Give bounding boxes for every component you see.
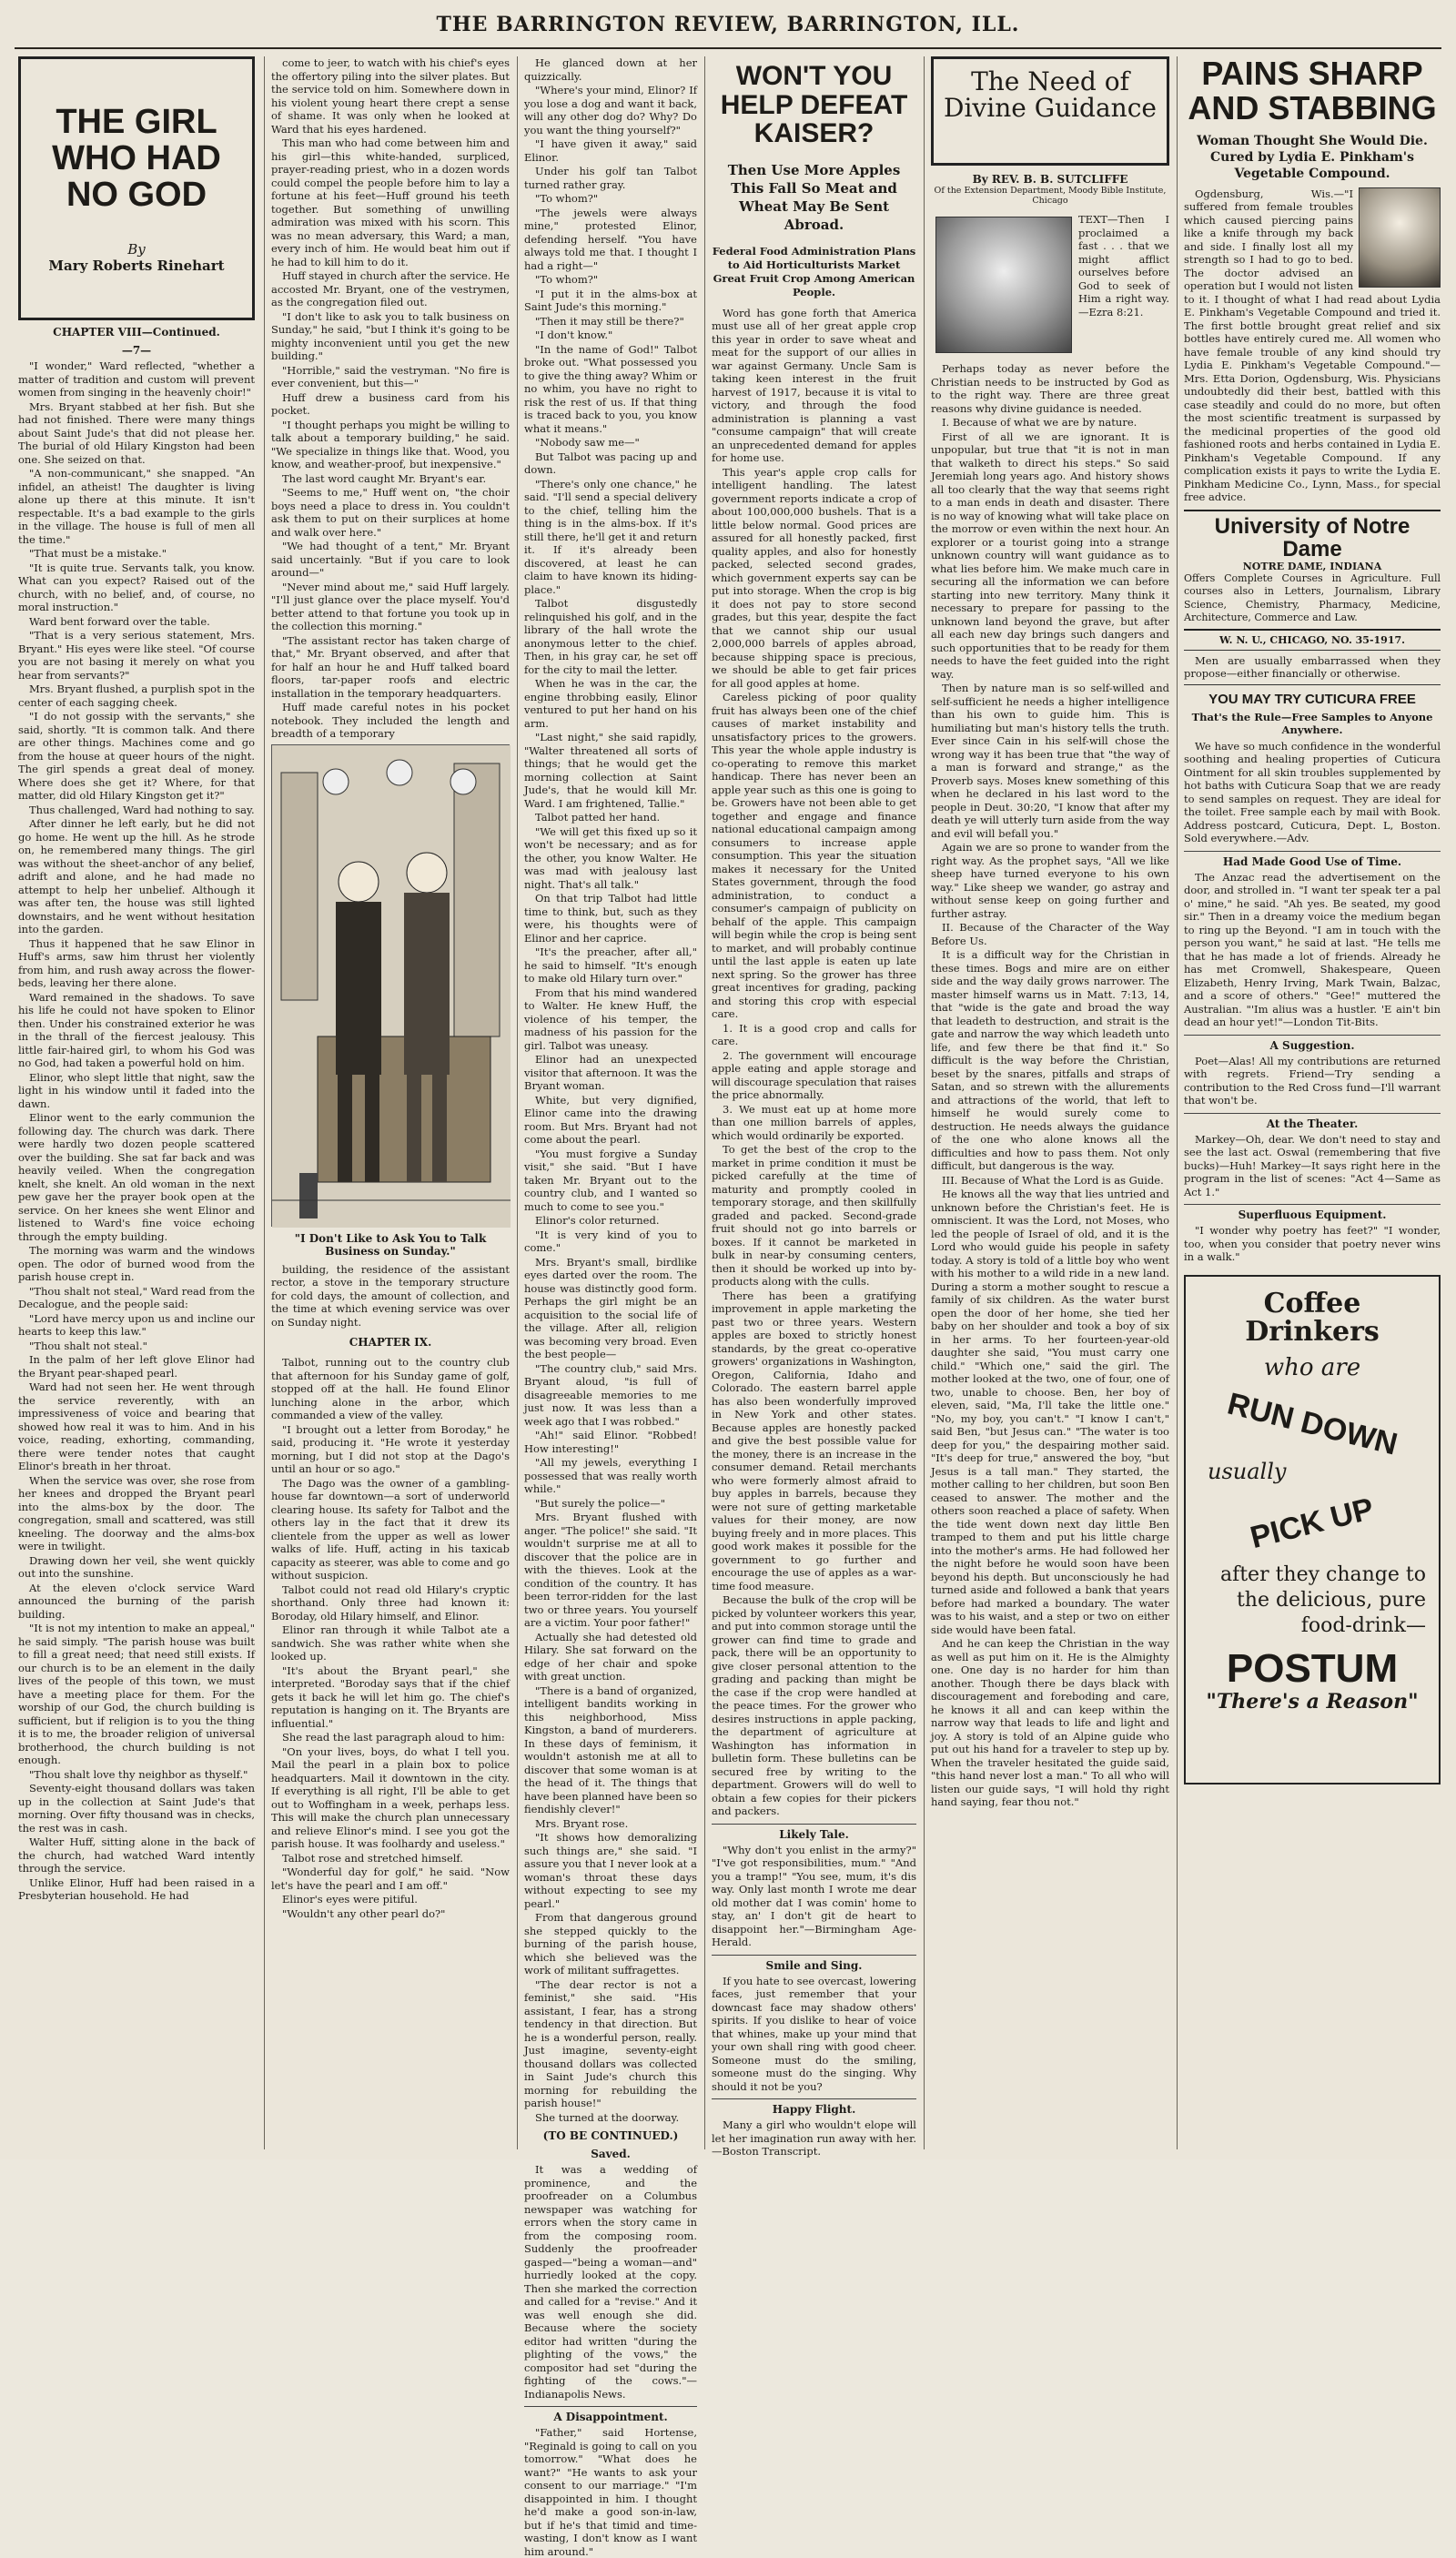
paragraph: "I put it in the alms-box at Saint Jude's this morning." xyxy=(524,287,697,313)
column-6 xyxy=(1184,56,1441,2149)
illustration-drawing xyxy=(272,745,511,1228)
paragraph: "Then it may still be there?" xyxy=(535,314,684,328)
wnu-line: W. N. U., CHICAGO, NO. 35-1917. xyxy=(1184,634,1441,651)
paragraph: Drawing down her veil, she went quickly out into the sunshine. xyxy=(18,1553,255,1580)
postum-line3: RUN DOWN xyxy=(1224,1386,1401,1462)
flight-heading: Happy Flight. xyxy=(712,2098,916,2116)
paragraph: She turned at the doorway. xyxy=(535,2110,680,2124)
masthead-rule xyxy=(15,47,1441,49)
notre-dame-title: University of Notre Dame xyxy=(1214,513,1410,561)
sermon-portrait xyxy=(935,217,1072,353)
paragraph: In the palm of her left glove Elinor had the Bryant pear-shaped pearl. xyxy=(18,1353,255,1380)
pains-ad-subtitle: Woman Thought She Would Die. Cured by Lydia E. Pinkham's Vegetable Compound. xyxy=(1197,133,1428,181)
apples-body xyxy=(712,307,916,1818)
column-4 xyxy=(712,56,916,2158)
paragraph: "It is not my intention to make an appeal," he said simply. "The parish house was built to fill a great need; that need still exists. If our church is to be an element in the daily lives of the people of this town, we must have a meeting place for them. For the worship of our God, the church building is sufficient, but if religion is to you the thing it is to me, the broader religion of universal brotherhood, the church building is not enough. xyxy=(18,1622,255,1766)
paragraph: There has been a gratifying improvement in apple marketing the past two or three years. Western apples are boxed to strictly honest standards, by the great co-operative growers' organizations in Washington, Oregon, California, Idaho and Colorado. The eastern barrel apple has also been wonderfully improved in New York and other states. Because apples are honestly packed and give the best possible value for the money, there is an increase in the consumer demand. Retail merchants who were formerly almost afraid to buy apples in barrels, because they were not sure of getting marketable values for their money, are now buying freely and in more places. This good work makes it possible for the government to go further and encourage the use of apples as a war-time food measure. xyxy=(712,1289,916,1592)
paragraph: "I thought perhaps you might be willing to talk about a temporary building," he said. "We specialize in things like that. Wood, you know, and weather-proof, but inexpensive." xyxy=(271,418,510,470)
paragraph: Unlike Elinor, Huff had been raised in a Presbyterian household. He had xyxy=(18,1876,255,1902)
saved-heading: Saved. xyxy=(591,2148,631,2160)
cuticura-body: We have so much confidence in the wonderful soothing and healing properties of Cuticura Ointment for all skin troubles supplemented by hot baths with Cuticura Soap that we are ready to send samples on request. They are ideal for the toilet. Free sample each by mail with Book. Address postcard, Cuticura, Dept. L, Boston. Sold everywhere.—Adv. xyxy=(1184,739,1441,845)
paragraph: Huff stayed in church after the service. He accosted Mr. Bryant, one of the vestrymen, as the congregation filed out. xyxy=(271,269,510,308)
paragraph: When the service was over, she rose from her knees and dropped the Bryant pearl into the alms-box by the door. The congregation, small and scattered, was still kneeling. The doorway and the alms-box were in twilight. xyxy=(18,1473,255,1552)
illustration-caption: "I Don't Like to Ask You to Talk Business on Sunday." xyxy=(294,1231,487,1258)
paragraph: building, the residence of the assistant rector, a stove in the temporary structure for cold days, the amount of collection, and the time at which evening service was over on Sunday night. xyxy=(271,1262,510,1329)
apples-deck: Federal Food Administration Plans to Aid Horticulturists Market Great Fruit Crop Among American People. xyxy=(712,244,916,298)
paragraph: After dinner he left early, but he did not go home. He went up the hill. As he strode on, he remembered many things. The girl was without the sheet-anchor of any belief, adrift and alone, and he had made no attempt to help her unbelief. Although it was after ten, the house was still lighted downstairs, and he went without hesitation into the garden. xyxy=(18,817,255,935)
story-illustration xyxy=(271,744,510,1227)
paragraph: From that his mind wandered to Walter. He knew Huff, the violence of his temper, the madness of his passion for the girl. Talbot was uneasy. xyxy=(524,986,697,1052)
column-divider xyxy=(924,56,925,2149)
notre-dame-body: Offers Complete Courses in Agriculture. Full courses also in Letters, Journalism, Library Science, Chemistry, Pharmacy, Medicine, Architecture, Commerce and Law. xyxy=(1184,571,1441,624)
paragraph: When he was in the car, the engine throbbing easily, Elinor ventured to put her hand on his arm. xyxy=(524,677,697,730)
paragraph: "The assistant rector has taken charge of that," Mr. Bryant observed, and after that for half an hour he and Huff talked board floors, tar-paper roofs and electric installation in the temporary headquarters. xyxy=(271,633,510,700)
paragraph: Walter Huff, sitting alone in the back of the church, had watched Ward intently through the service. xyxy=(18,1835,255,1875)
paragraph: "You must forgive a Sunday visit," she said. "But I have taken Mr. Bryant out to the country club, and I wanted so much to come to see you." xyxy=(524,1147,697,1213)
paragraph: "It is quite true. Servants talk, you know. What can you expect? Raised out of the church, with no belief, and, of course, no moral instruction." xyxy=(18,561,255,613)
paragraph: Mrs. Bryant flushed, a purplish spot in the center of each sagging cheek. xyxy=(18,682,255,709)
paragraph: "We will get this fixed up so it won't be necessary; and as for the other, you know Walter. He was mad with jealousy last night. That's all talk." xyxy=(524,824,697,891)
paragraph: Because the bulk of the crop will be picked by volunteer workers this year, and put into common storage until the grower can find time to grade and pack, there will be an opportunity to give closer personal attention to the grading and packing than might be the case if the crop were handled at the peace times. For the grower who desires instructions in apple packing, the department of agriculture at Washington has information in bulletin form. These bulletins can be secured free by writing to the department. Growers will do well to obtain a few copies for their pickers and packers. xyxy=(712,1593,916,1817)
paragraph: "All my jewels, everything I possessed that was really worth while." xyxy=(524,1456,697,1495)
sermon-org: Of the Extension Department, Moody Bible Institute, Chicago xyxy=(934,186,1167,206)
paragraph: Mrs. Bryant's small, birdlike eyes darted over the room. The house was distinctly good form. Perhaps the girl might be an acquisition to the social life of the village. After all, religion was becoming very broad. Even the best people— xyxy=(524,1255,697,1360)
paragraph: "We had thought of a tent," Mr. Bryant said uncertainly. "But if you care to look around—" xyxy=(271,540,510,579)
paragraph: Elinor had an unexpected visitor that afternoon. It was the Bryant woman. xyxy=(524,1053,697,1092)
story-col2a xyxy=(271,56,510,741)
paragraph: To get the best of the crop to the market in prime condition it must be picked carefully at the time of maturity and promptly cooled in temporary storage, and then skillfully graded and packed. Second-grade fruit should not go into barrels or boxes. If it cannot be marketed in bulk in near-by consuming centers, then it should be worked up into by-products along with the culls. xyxy=(712,1143,916,1288)
paragraph: "But surely the police—" xyxy=(535,1496,666,1510)
postum-line5: PICK UP xyxy=(1247,1491,1378,1556)
pains-ad-body: Ogdensburg, Wis.—"I suffered from female troubles which caused piercing pains like a knife through my back and side. I finally lost all my strength so I had to go to bed. The doctor advised an operation but I would not listen to it. I thought of what I had read about Lydia E. Pinkham's Vegetable Compound and tried it. The first bottle brought great relief and six bottles have entirely cured me. All women who have female trouble of any kind should try Lydia E. Pinkham's Vegetable Compound."—Mrs. Etta Dorion, Ogdensburg, Wis. Physicians undoubtedly did their best, battled with this case steadily and could do no more, but often the most scientific treatment is surpassed by the medicinal properties of the good old fashioned roots and herbs contained in Lydia E. Pinkham's Vegetable Compound. If any complication exists it pays to write the Lydia E. Pinkham Medicine Co., Lynn, Mass., for special free advice. xyxy=(1184,187,1441,504)
good-use-heading: Had Made Good Use of Time. xyxy=(1184,851,1441,868)
postum-line1: Coffee Drinkers xyxy=(1245,1287,1380,1349)
postum-line4: usually xyxy=(1208,1459,1287,1485)
paragraph: "The jewels were always mine," protested Elinor, defending herself. "You have always told me that. I thought I had a right—" xyxy=(524,206,697,272)
paragraph: "In the name of God!" Talbot broke out. "What possessed you to give the thing away? Whim or no whim, you have no right to risk the rest of us. If that thing is traced back to you, you know what it means." xyxy=(524,342,697,435)
paragraph: And he can keep the Christian in the way as well as put him on it. He is the Almighty one. One day is no harder for him than another. Though there be days black with discouragement and foreboding and care, he knows it all and can keep within the narrow way that leads to life and light and joy. A story is told of an Alpine guide who put out his hand for a traveler to step up by. When the traveler hesitated the guide said, "this hand never lost a man." To all who will listen our guide says, "I will hold thy right hand saying, fear thou not." xyxy=(931,1637,1169,1808)
column-divider xyxy=(704,56,705,2149)
paragraph: "It shows how demoralizing such things are," she said. "I assure you that I never look at a woman's throat these days without expecting to see my pearl." xyxy=(524,1831,697,1910)
paragraph: "On your lives, boys, do what I tell you. Mail the pearl in a plain box to police headquarters. Mail it downtown in the city. If everything is all right, I'll be able to get out to Woffingham in a week, perhaps less. This will make the church plan unnecessary and relieve Elinor's mind. I see you got the parish house. It was foolhardy and useless." xyxy=(271,1744,510,1850)
column-3 xyxy=(524,56,697,2558)
superfluous-body: "I wonder why poetry has feet?" "I wonder, too, when you consider that poetry never wins in a walk." xyxy=(1184,1224,1441,1264)
paragraph: Careless picking of poor quality fruit has always been one of the chief causes of market instability and unsatisfactory prices to the growers. This year the whole apple industry is co-operating to remove this market handicap. There has never been an apple year such as this one is going to be. Growers have not been able to get together and engage and finance national educational campaign among consumers to increase apple consumption. This year the situation makes it necessary for the United States government, through the food administration, to conduct a consumer's campaign of publicity on behalf of the apple. This campaign will begin while the crop is being sent to market, and will probably continue until the last apple is eaten up late next spring. So the grower has three great incentives for grading, packing and storing this crop with especial care. xyxy=(712,691,916,1020)
column-5 xyxy=(931,56,1169,2149)
sermon-text: TEXT—Then I proclaimed a fast . . . that we might afflict ourselves before God to seek of Him a right way.—Ezra 8:21. xyxy=(1078,213,1169,318)
paragraph: Elinor, who slept little that night, saw the light in his window until it faded into the dawn. xyxy=(18,1070,255,1110)
paragraph: Talbot could not read old Hilary's cryptic shorthand. Only three had known it: Boroday, old Hilary himself, and Elinor. xyxy=(271,1582,510,1623)
paragraph: 3. We must eat up at home more than one million barrels of apples, which would ordinarily be exported. xyxy=(712,1102,916,1142)
men-line: Men are usually embarrassed when they propose—either financially or otherwise. xyxy=(1184,654,1441,685)
paragraph: "Horrible," said the vestryman. "No fire is ever convenient, but this—" xyxy=(271,363,510,389)
paragraph: "It is very kind of you to come." xyxy=(524,1228,697,1254)
notre-dame-place: NOTRE DAME, INDIANA xyxy=(1242,560,1382,572)
paragraph: "To whom?" xyxy=(535,192,599,205)
story-title: THE GIRL WHO HAD NO GOD xyxy=(52,103,221,214)
paragraph: Elinor's eyes were pitiful. xyxy=(282,1893,418,1906)
paragraph: At the eleven o'clock service Ward announced the burning of the parish building. xyxy=(18,1581,255,1621)
chapter-ix-heading: CHAPTER IX. xyxy=(349,1336,432,1349)
pains-ad-body-area xyxy=(1184,187,1441,504)
paragraph: Elinor ran through it while Talbot ate a sandwich. She was rather white when she looked up. xyxy=(271,1623,510,1663)
paragraph: "It's about the Bryant pearl," she interpreted. "Boroday says that if the chief gets it back he will let him go. The chief's reputation is hanging on it. The Bryants are influential." xyxy=(271,1663,510,1730)
paragraph: "Nobody saw me—" xyxy=(535,436,640,449)
chapter-heading: CHAPTER VIII—Continued. xyxy=(53,326,220,339)
superfluous-heading: Superfluous Equipment. xyxy=(1184,1204,1441,1221)
paragraph: "Last night," she said rapidly, "Walter threatened all sorts of things; that he would get the morning collection at Saint Jude's, that he would kill Mr. Ward. I am frightened, Tallie." xyxy=(524,731,697,810)
paragraph: "I brought out a letter from Boroday," he said, producing it. "He wrote it yesterday morning, but I did not stop at the Dago's until an hour or so ago." xyxy=(271,1422,510,1475)
story-col2c xyxy=(271,1356,510,1920)
likely-heading: Likely Tale. xyxy=(712,1824,916,1841)
paragraph: On that trip Talbot had little time to think, but, such as they were, his thoughts were of Elinor and her caprice. xyxy=(524,892,697,945)
paragraph: Ward had not seen her. He went through the service reverently, with an impressiveness of voice and bearing that showed how real it was to him. And in his voice, reading, exhorting, commanding, there were tender notes that caught Elinor's breath in her throat. xyxy=(18,1380,255,1472)
paragraph: "Lord have mercy upon us and incline our hearts to keep this law." xyxy=(18,1311,255,1338)
paragraph: "Thou shalt not steal." xyxy=(29,1339,147,1352)
paragraph: It is a difficult way for the Christian in these times. Bogs and mire are on either side and the way daily grows narrower. The master himself warns us in Matt. 7:13, 14, that "wide is the gate and broad the way that leadeth to destruction, and strait is the gate and narrow the way which leadeth unto life, and few there be that find it." So difficult is the way before the Christian, beset by the snares, pitfalls and straps of Satan, and so strewn with the allurements and attractions of the world, that left to himself he would surely come to destruction. He needs always the guidance of the one who alone knows all the difficulties and how to pass them. Not only difficult, but dangerous is the way. xyxy=(931,948,1169,1172)
paragraph: First of all we are ignorant. It is unpopular, but true that "it is not in man that walketh to direct his steps." So said Jeremiah long years ago. And history shows all too clearly that the way that seems right to a man ends in death and disaster. There is no way of knowing what will take place on the morrow or even within the next hour. An explorer or a tourist going into a strange unknown country will want guidance as to what lies before him. We make much care in securing all the information we can before starting into new territory. Many think it necessary to prepare for passing to the unknown land beyond the grave, but after all each new day brings such dangers and such opportunities that to be ready for them needs to have the feet guided into the right way. xyxy=(931,430,1169,681)
column-divider xyxy=(1177,56,1178,2149)
likely-body: "Why don't you enlist in the army?" "I've got responsibilities, mum." "And you a tramp!" "You see, mum, it's dis way. Only last month I wrote me dear old mother dat I was comin' home to stay, an' I don't git de heart to disappoint her."—Birmingham Age-Herald. xyxy=(712,1843,916,1948)
paragraph: "There is a band of organized, intelligent bandits working in this neighborhood, Miss Kingston, a band of murderers. In these days of feminism, it wouldn't astonish me at all to discover that some woman is at the head of it. The things that have been planned have been so fiendishly clever!" xyxy=(524,1683,697,1815)
paragraph: "Where's your mind, Elinor? If you lose a dog and want it back, will any other dog do? Why? Do you want the thing yourself?" xyxy=(524,84,697,136)
paragraph: Elinor went to the early communion the following day. The church was dark. There were hardly two dozen people scattered over the building. She sat far back and was heavily veiled. When the congregation knelt, she knelt. An old woman in the next pew gave her the prayer book open at the service. On her knees she went Elinor and listened to Ward's fine voice echoing through the empty building. xyxy=(18,1111,255,1243)
paragraph: Mrs. Bryant rose. xyxy=(535,1816,629,1830)
paragraph: The Dago was the owner of a gambling-house far downtown—a sort of underworld clearing house. Its safety for Talbot and the others lay in the fact that it drew its clientele from the upper as well as lower walks of life. Huff, acting in his taxicab capacity as steerer, was able to come and go without suspicion. xyxy=(271,1476,510,1582)
suggestion-heading: A Suggestion. xyxy=(1184,1035,1441,1052)
paragraph: Actually she had detested old Hilary. She sat forward on the edge of her chair and spoke with great unction. xyxy=(524,1630,697,1683)
story-col2b xyxy=(271,1263,510,1330)
column-divider xyxy=(517,56,518,2149)
paragraph: "Seems to me," Huff went on, "the choir boys need a place to dress in. You couldn't ask them to put on their surplices at home and walk over here." xyxy=(271,486,510,539)
paragraph: "I have given it away," said Elinor. xyxy=(524,137,697,164)
paragraph: The last word caught Mr. Bryant's ear. xyxy=(282,471,487,485)
apples-subtitle: Then Use More Apples This Fall So Meat and Wheat May Be Sent Abroad. xyxy=(727,161,901,233)
theater-heading: At the Theater. xyxy=(1184,1113,1441,1130)
paragraph: 1. It is a good crop and calls for care. xyxy=(712,1021,916,1047)
paragraph: "I don't know." xyxy=(535,329,613,341)
sermon-portrait-area xyxy=(931,213,1169,359)
paragraph: "The country club," said Mrs. Bryant aloud, "is full of disagreeable memories to me just now. It was less than a week ago that I was robbed." xyxy=(524,1361,697,1428)
paragraph: "That is a very serious statement, Mrs. Bryant." His eyes were like steel. "Of course you are not basing it merely on what you hear from servants?" xyxy=(18,629,255,682)
paragraph: Under his golf tan Talbot turned rather gray. xyxy=(524,165,697,191)
paragraph: Ward bent forward over the table. xyxy=(29,614,210,628)
good-use-body: The Anzac read the advertisement on the door, and strolled in. "I want ter speak ter a pal o' mine," he said. "Ah yes. Be seated, my good sir." Then in a dreamy voice the medium began to ring up the Beyond. "I am in touch with the person you want," he said at last. "He tells me that he has made a lot of friends. Already he has met Cromwell, Shakespeare, Queen Elizabeth, Henry Irving, Mark Twain, Balzac, and a score of others." "Gee!" muttered the Australian. "'Im alius was a hustler. 'E ain't bin dead an hour yet!"—London Tit-Bits. xyxy=(1184,870,1441,1029)
story-title-box xyxy=(18,56,255,320)
paragraph: Ward remained in the shadows. To save his life he could not have spoken to Elinor then. Under his constrained exterior he was in the thrall of the fiercest jealousy. This little fair-haired girl, to whom his God was no God, had taken a powerful hold on him. xyxy=(18,990,255,1069)
paragraph: Talbot patted her hand. xyxy=(535,811,661,824)
paragraph: "Wonderful day for golf," he said. "Now let's have the pearl and I am off." xyxy=(271,1865,510,1892)
paragraph: Mrs. Bryant flushed with anger. "The police!" she said. "It wouldn't surprise me at all to discover that the police are in with the thieves. Look at the condition of the country. It has been terror-ridden for the last two or three years. You yourself are a victim. Your poor father!" xyxy=(524,1511,697,1629)
paragraph: "To whom?" xyxy=(535,273,599,286)
paragraph: "I do not gossip with the servants," she said, shortly. "It is common talk. And there are other things. Machines come and go from the house at queer hours of the night. The girl spends a great deal of money. Where does she get it? Where, for that matter, did old Hilary Kingston get it?" xyxy=(18,710,255,802)
paragraph: Then by nature man is so self-willed and self-sufficient he needs a higher intelligence than his own to guide him. This is humiliating but man's history tells the truth. Ever since Cain in his self-will chose the wrong way it has been true that "the way of a man is forward and strange," as the Proverb says. Moses knew something of this when he declared in his last word to the people in Deut. 30:20, "I know that after my death ye will utterly turn aside from the way and evil will befall you." xyxy=(931,682,1169,840)
paragraph: "Ah!" said Elinor. "Robbed! How interesting!" xyxy=(524,1429,697,1455)
paragraph: "Wouldn't any other pearl do?" xyxy=(282,1906,446,1920)
sermon-title: The Need of Divine Guidance xyxy=(944,66,1157,124)
theater-body: Markey—Oh, dear. We don't need to stay and see the last act. Oswal (remembering that five bucks)—Huh! Markey—It says right here in the program in the list of scenes: "Act 4—Same as Act 1." xyxy=(1184,1132,1441,1198)
paragraph: "I don't like to ask you to talk business on Sunday," he said, "but I think it's going to be mighty inconvenient until you get the new building." xyxy=(271,309,510,362)
paragraph: I. Because of what we are by nature. xyxy=(942,416,1138,429)
paragraph: White, but very dignified, Elinor came into the drawing room. But Mrs. Bryant had not come about the pearl. xyxy=(524,1093,697,1146)
column-divider xyxy=(264,56,265,2149)
paragraph: Huff drew a business card from his pocket. xyxy=(271,390,510,417)
paragraph: "That must be a mistake." xyxy=(29,547,167,560)
paragraph: Talbot rose and stretched himself. xyxy=(282,1851,463,1865)
paragraph: "There's only one chance," he said. "I'll send a special delivery to the chief, telling him the thing is in the alms-box. If it's still there, he'll get it and return it. If it's already been discovered, at least he can claim to have known its hiding-place." xyxy=(524,477,697,596)
paragraph: Thus it happened that he saw Elinor in Huff's arms, saw him thrust her violently from him, and rush away across the flower-beds, leaving her there alone. xyxy=(18,936,255,989)
paragraph: Again we are so prone to wander from the right way. As the prophet says, "All we like sheep have turned everyone to his own way." Like sheep we wander, go astray and without sense keep on going further and further astray. xyxy=(931,841,1169,920)
story-author: Mary Roberts Rinehart xyxy=(48,257,225,274)
column-2 xyxy=(271,56,510,2149)
pains-ad-title: PAINS SHARP AND STABBING xyxy=(1188,55,1437,126)
story-col3 xyxy=(524,56,697,2124)
sermon-title-box xyxy=(931,56,1169,166)
paragraph: He knows all the way that lies untried and unknown before the Christian's feet. He is omniscient. It was the Lord, not Moses, who led the people of Israel of old, and it is the Lord who would guide his people in safety today. A story is told of a little boy who went with his mother to a wild ride in a new land. During a storm a mother sought to rescue a family of six children. As the water burst open the door of her home, she tied her baby on her shoulder and took a boy of six in her arms. To her fourteen-year-old daughter she said, "You must carry one child." "Which one," said the girl. The mother looked at the two, one of four, one of two, unable to choose. Ben, her boy of eleven, said, "Ma, I'll take the little one." "No, my boy, you can't." "I know I can't," said Ben, "but Jesus can." "The water is too deep for you," the despairing mother said. "It's deep for true," answered the boy, "but Jesus is a tall man." They started, the mother calling to her children, but soon Ben ceased to answer. The mother and the others soon reached a place of safety. When the tide went down next day little Ben tramped to them and put his little charge into the mother's arms. He had followed her the night before he would soon have been beyond his depth. But unconsciously he had turned aside and followed a bank that years before had marked a boundary. The water was to his waist, and a step or two on either side would have been fatal. xyxy=(931,1188,1169,1636)
sermon-author: By REV. B. B. SUTCLIFFE xyxy=(972,173,1128,186)
paragraph: "A non-communicant," she snapped. "An infidel, an atheist! The daughter is living alone up there at this minute. It isn't respectable. It's a bad example to the girls in the village. The house is full of men all the time." xyxy=(18,467,255,546)
paragraph: This man who had come between him and his girl—this white-handed, surpliced, prayer-reading priest, who in a dozen words could compel the people before him to lay a fortune at his feet—Huff ground his teeth together. But something of unwilling admiration was mixed with his scorn. This was no mean adversary, this Ward; a man, every inch of him. He would beat him out if he had to kill him to do it. xyxy=(271,136,510,268)
paragraph: Elinor's color returned. xyxy=(535,1214,660,1227)
paragraph: He glanced down at her quizzically. xyxy=(524,56,697,83)
flight-body: Many a girl who wouldn't elope will let her imagination run away with her.—Boston Transcript. xyxy=(712,2118,916,2158)
smile-body: If you hate to see overcast, lowering faces, just remember that your downcast face may shadow others' spirits. If you dislike to hear of voice that whines, make up your mind that your own shall ring with good cheer. Someone must do the smiling, someone must do the singing. Why should it not be you? xyxy=(712,1974,916,2093)
masthead: THE BARRINGTON REVIEW, BARRINGTON, ILL. xyxy=(436,13,1020,36)
paragraph: Perhaps today as never before the Christian needs to be instructed by God as to the right way. There are three great reasons why divine guidance is needed. xyxy=(931,362,1169,415)
paragraph: II. Because of the Character of the Way Before Us. xyxy=(931,921,1169,947)
paragraph: From that dangerous ground she stepped quickly to the burning of the parish house, which she believed was the work of militant suffragettes. xyxy=(524,1911,697,1977)
paragraph: She read the last paragraph aloud to him: xyxy=(282,1731,505,1744)
apples-title: WON'T YOU HELP DEFEAT KAISER? xyxy=(720,61,908,148)
paragraph: "Thou shalt not steal," Ward read from the Decalogue, and the people said: xyxy=(18,1284,255,1310)
column-1 xyxy=(18,56,255,2149)
pains-ad-portrait xyxy=(1359,187,1441,288)
paragraph: Talbot, running out to the country club that afternoon for his Sunday game of golf, stopped off at the hall. He found Elinor lunching alone in the arbor, which commanded a view of the valley. xyxy=(271,1356,510,1421)
paragraph: "I wonder," Ward reflected, "whether a matter of tradition and custom will prevent women from singing in the heavenly choir!" xyxy=(18,359,255,399)
paragraph: Word has gone forth that America must use all of her great apple crop this year in order to save wheat and meat for the support of our allies in war against Germany. Uncle Sam is taking keen interest in the fruit harvest of 1917, because it is vital to victory, and through the food administration is planning a vast "consume campaign" that will create an unprecedented demand for apples for home use. xyxy=(712,306,916,464)
paragraph: Thus challenged, Ward had nothing to say. xyxy=(29,803,255,816)
postum-brand: POSTUM xyxy=(1226,1646,1399,1692)
smile-heading: Smile and Sing. xyxy=(712,1955,916,1972)
paragraph: III. Because of What the Lord is as Guide. xyxy=(942,1173,1164,1187)
disappointment-heading: A Disappointment. xyxy=(524,2406,697,2423)
paragraph: The morning was warm and the windows open. The odor of burned wood from the parish house crept in. xyxy=(18,1244,255,1283)
to-be-continued: (TO BE CONTINUED.) xyxy=(542,2129,679,2142)
paragraph: "It's the preacher, after all," he said to himself. "It's enough to make old Hilary turn over." xyxy=(524,945,697,985)
postum-tagline: "There's a Reason" xyxy=(1206,1690,1419,1714)
paragraph: Talbot disgustedly relinquished his golf, and in the library of the hall wrote the anonymous letter to the chief. Then, in his gray car, he set off for the city to mail the letter. xyxy=(524,597,697,676)
paragraph: "Never mind about me," said Huff largely. "I'll just glance over the place myself. You'd better attend to that fortune you took up in the collection this morning." xyxy=(271,580,510,632)
story-by: By xyxy=(127,240,146,258)
paragraph: Mrs. Bryant stabbed at her fish. But she had not finished. There were many things about Saint Jude's that did not please her. The burial of old Hilary Kingston had been one. She seized on that. xyxy=(18,399,255,466)
paragraph: "Thou shalt love thy neighbor as thyself." xyxy=(29,1767,248,1781)
cuticura-sub: That's the Rule—Free Samples to Anyone Anywhere. xyxy=(1191,710,1433,736)
saved-body: It was a wedding of prominence, and the proofreader on a Columbus newspaper was watching for errors when the story came in from the composing room. Suddenly the proofreader gasped—"being a woman—and" hurriedly looked at the copy. Then she marked the correction and called for a "revise." And it was well enough she did. Because where the society editor had written "during the plighting of the vows," the compositor had set "during the fighting of the cows."—Indianapolis News. xyxy=(524,2163,697,2401)
postum-line2: who are xyxy=(1263,1353,1361,1381)
paragraph: This year's apple crop calls for intelligent handling. The latest government reports indicate a crop of about 100,000,000 bushels. That is a little below normal. Good prices are assured for all honestly packed, first quality apples, and also for honestly packed, selected second grades, which government experts say can be put into storage. When the crop is big it does not pay to store second grades, but this year, despite the fact that we cannot ship our usual 2,000,000 barrels of apples abroad, because shipping space is precious, we should be able to get fair prices for all good apples at home. xyxy=(712,465,916,690)
suggestion-body: Poet—Alas! All my contributions are returned with regrets. Friend—Try sending a contribution to the Red Cross fund—I'll warrant that won't be. xyxy=(1184,1054,1441,1107)
cuticura-title: YOU MAY TRY CUTICURA FREE xyxy=(1208,691,1416,707)
story-col1 xyxy=(18,359,255,1903)
paragraph: But Talbot was pacing up and down. xyxy=(524,450,697,476)
paragraph: "The dear rector is not a feminist," she said. "His assistant, I fear, has a strong tendency in that direction. But he is a wonderful person, really. Just imagine, seventy-eight thousand dollars was collected in Saint Jude's church this morning for rebuilding the parish house!" xyxy=(524,1977,697,2109)
postum-line6: after they change to the delicious, pure food-drink— xyxy=(1219,1563,1426,1638)
sermon-body xyxy=(931,362,1169,1809)
paragraph: Seventy-eight thousand dollars was taken up in the collection at Saint Jude's that morning. Over fifty thousand was in checks, the rest was in cash. xyxy=(18,1782,255,1835)
paragraph: 2. The government will encourage apple eating and apple storage and will discourage speculation that raises the price abnormally. xyxy=(712,1048,916,1101)
disappointment-body: "Father," said Hortense, "Reginald is going to call on you tomorrow." "What does he want?" "He wants to ask your consent to our marriage." "I'm disappointed in him. I thought he'd make a good son-in-law, but if he's that timid and time-wasting, I don't know as I want him around." xyxy=(524,2426,697,2558)
notre-dame-ad xyxy=(1184,510,1441,631)
chapter-number: —7— xyxy=(121,344,152,357)
paragraph: come to jeer, to watch with his chief's eyes the offertory piling into the silver plates. But the service told on him. Somewhere down in his violent young heart there crept a sense of shame. It was only when he looked at Ward that his eyes hardened. xyxy=(271,56,510,136)
postum-ad xyxy=(1184,1275,1441,1785)
paragraph: Huff made careful notes in his pocket notebook. They included the length and breadth of a temporary xyxy=(271,701,510,740)
